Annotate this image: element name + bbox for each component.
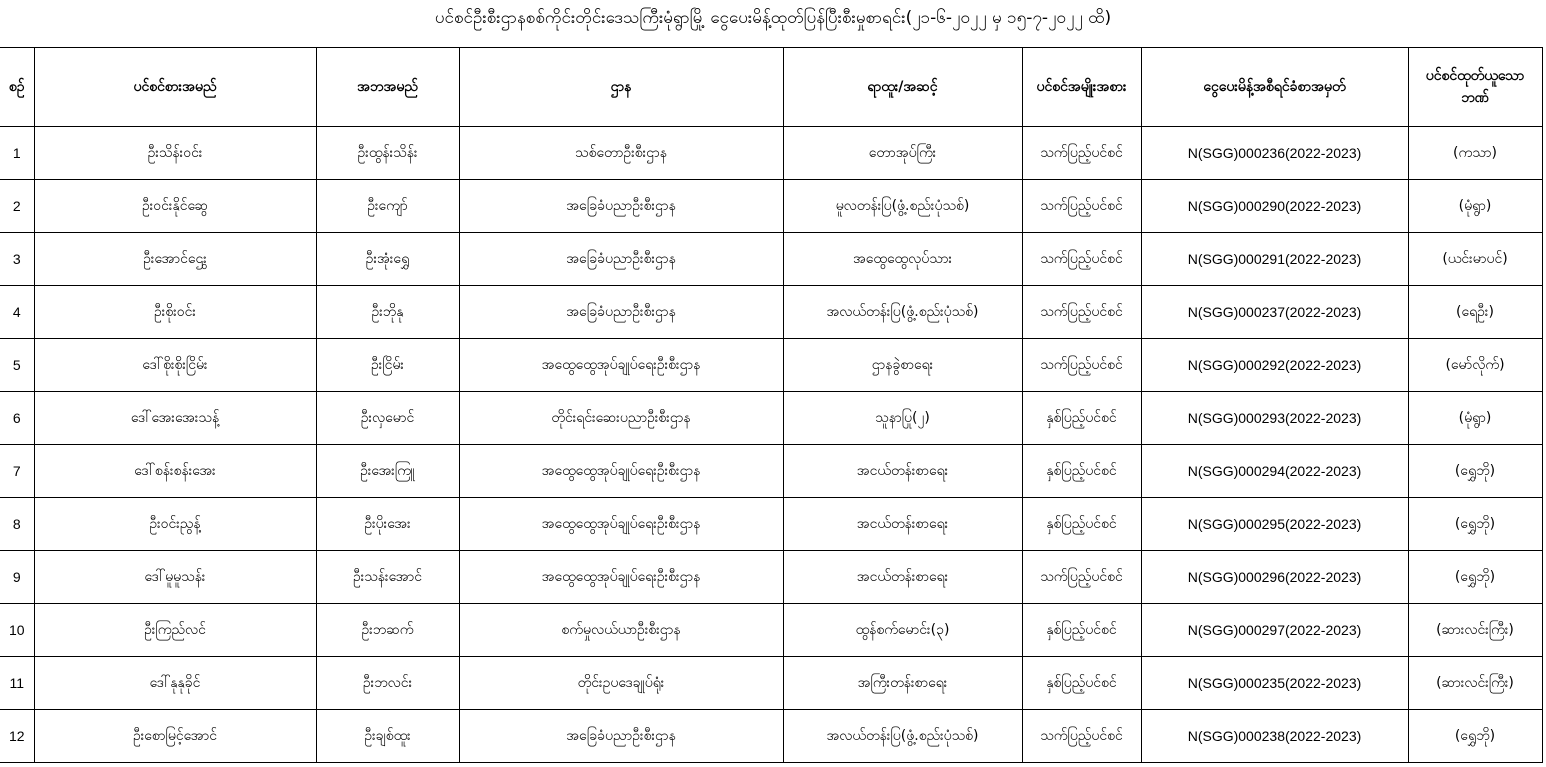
rank-cell: အငယ်တန်းစာရေး [783,551,1022,604]
rank-cell: ထွန်စက်မောင်း(၃) [783,604,1022,657]
department-cell: အထွေထွေအုပ်ချုပ်ရေးဦးစီးဌာန [459,445,783,498]
serial-cell: 9 [0,551,34,604]
father-name-cell: ဦးပိုးအေး [316,498,459,551]
department-cell: အထွေထွေအုပ်ချုပ်ရေးဦးစီးဌာန [459,339,783,392]
pensioner-name-cell: ဒေါ်စိုးစိုးငြိမ်း [34,339,316,392]
rank-cell: အထွေထွေလုပ်သား [783,233,1022,286]
pensioner-name-cell: ဒေါ်စန်းစန်းအေး [34,445,316,498]
department-cell: အထွေထွေအုပ်ချုပ်ရေးဦးစီးဌာန [459,551,783,604]
pension-type-cell: သက်ပြည့်ပင်စင် [1022,286,1141,339]
pension-type-cell: နှစ်ပြည့်ပင်စင် [1022,604,1141,657]
bank-cell: (ရေဦး) [1408,286,1542,339]
pensioner-name-cell: ဒေါ်မူမူသန်း [34,551,316,604]
department-cell: သစ်တောဦးစီးဌာန [459,127,783,180]
department-cell: အခြေခံပညာဦးစီးဌာန [459,286,783,339]
serial-cell: 1 [0,127,34,180]
table-row [0,498,1542,551]
table-row [0,551,1542,604]
rank-cell: အငယ်တန်းစာရေး [783,445,1022,498]
column-header-rank: ရာထူး/အဆင့် [783,48,1022,127]
column-header-serial: စဉ် [0,48,34,127]
pension-type-cell: သက်ပြည့်ပင်စင် [1022,180,1141,233]
rank-cell: အလယ်တန်းပြ(ဖွံ့.စည်းပုံသစ်) [783,710,1022,763]
department-cell: အထွေထွေအုပ်ချုပ်ရေးဦးစီးဌာန [459,498,783,551]
report-number-cell: N(SGG)000236(2022-2023) [1141,127,1408,180]
department-cell: တိုင်းဥပဒေချုပ်ရုံး [459,657,783,710]
report-number-cell: N(SGG)000296(2022-2023) [1141,551,1408,604]
pension-type-cell: နှစ်ပြည့်ပင်စင် [1022,392,1141,445]
father-name-cell: ဦးငြိမ်း [316,339,459,392]
column-header-bank: ပင်စင်ထုတ်ယူသောဘဏ် [1408,48,1542,127]
report-number-cell: N(SGG)000295(2022-2023) [1141,498,1408,551]
serial-cell: 2 [0,180,34,233]
pension-type-cell: သက်ပြည့်ပင်စင် [1022,127,1141,180]
pension-type-cell: နှစ်ပြည့်ပင်စင် [1022,498,1141,551]
serial-cell: 3 [0,233,34,286]
serial-cell: 12 [0,710,34,763]
pensioner-name-cell: ဦးဝင်းနိုင်ဆွေ [34,180,316,233]
bank-cell: (ဆားလင်းကြီး) [1408,604,1542,657]
table-row [0,604,1542,657]
serial-cell: 11 [0,657,34,710]
table-row [0,286,1542,339]
father-name-cell: ဦးသန်းအောင် [316,551,459,604]
department-cell: အခြေခံပညာဦးစီးဌာန [459,233,783,286]
serial-cell: 5 [0,339,34,392]
column-header-department: ဌာန [459,48,783,127]
column-header-pension-type: ပင်စင်အမျိုးအစား [1022,48,1141,127]
pension-type-cell: သက်ပြည့်ပင်စင် [1022,339,1141,392]
table-row [0,445,1542,498]
bank-cell: (မုံရွာ) [1408,392,1542,445]
table-body [0,127,1542,763]
pensioner-name-cell: ဦးဝင်းညွန့် [34,498,316,551]
father-name-cell: ဦးကျော် [316,180,459,233]
serial-cell: 7 [0,445,34,498]
pension-type-cell: သက်ပြည့်ပင်စင် [1022,710,1141,763]
father-name-cell: ဦးထွန်းသိန်း [316,127,459,180]
pension-type-cell: သက်ပြည့်ပင်စင် [1022,233,1141,286]
report-number-cell: N(SGG)000292(2022-2023) [1141,339,1408,392]
report-number-cell: N(SGG)000238(2022-2023) [1141,710,1408,763]
pensioner-name-cell: ဒေါ်နုနုခိုင် [34,657,316,710]
pension-table [0,47,1543,763]
pensioner-name-cell: ဦးသိန်းဝင်း [34,127,316,180]
bank-cell: (ကသာ) [1408,127,1542,180]
page-title: ပင်စင်ဦးစီးဌာနစစ်ကိုင်းတိုင်းဒေသကြီးမုံရွာမြို့ ငွေပေးမိန့်ထုတ်ပြန်ပြီးစီးမှုစာရင်း(၂၁-၆-၂၀၂၂ မှ ၁၅-၇-၂၀၂၂ ထိ) [434,8,1112,28]
table-row [0,180,1542,233]
table-row [0,233,1542,286]
father-name-cell: ဦးလှမောင် [316,392,459,445]
department-cell: စက်မှုလယ်ယာဦးစီးဌာန [459,604,783,657]
bank-cell: (မုံရွာ) [1408,180,1542,233]
father-name-cell: ဦးဘဆက် [316,604,459,657]
pensioner-name-cell: ဦးစောမြင့်အောင် [34,710,316,763]
rank-cell: အလယ်တန်းပြ(ဖွံ့.စည်းပုံသစ်) [783,286,1022,339]
serial-cell: 10 [0,604,34,657]
father-name-cell: ဦးအေးကြူ [316,445,459,498]
bank-cell: (ရွှေဘို) [1408,551,1542,604]
father-name-cell: ဦးဘလင်း [316,657,459,710]
father-name-cell: ဦးဘိုနု [316,286,459,339]
rank-cell: မူလတန်းပြ(ဖွံ့.စည်းပုံသစ်) [783,180,1022,233]
column-header-pensioner-name: ပင်စင်စားအမည် [34,48,316,127]
department-cell: တိုင်းရင်းဆေးပညာဦးစီးဌာန [459,392,783,445]
table-row [0,657,1542,710]
bank-cell: (ရွှေဘို) [1408,710,1542,763]
father-name-cell: ဦးချစ်ထူး [316,710,459,763]
rank-cell: အငယ်တန်းစာရေး [783,498,1022,551]
pensioner-name-cell: ဦးစိုးဝင်း [34,286,316,339]
pensioner-name-cell: ဒေါ်အေးအေးသန့် [34,392,316,445]
serial-cell: 8 [0,498,34,551]
bank-cell: (ရွှေဘို) [1408,498,1542,551]
column-header-report-number: ငွေပေးမိန့်အစီရင်ခံစာအမှတ် [1141,48,1408,127]
report-number-cell: N(SGG)000297(2022-2023) [1141,604,1408,657]
report-number-cell: N(SGG)000291(2022-2023) [1141,233,1408,286]
rank-cell: ဌာနခွဲစာရေး [783,339,1022,392]
pensioner-name-cell: ဦးကြည်လင် [34,604,316,657]
rank-cell: သူနာပြု(၂) [783,392,1022,445]
table-row [0,710,1542,763]
bank-cell: (ယင်းမာပင်) [1408,233,1542,286]
pension-type-cell: နှစ်ပြည့်ပင်စင် [1022,657,1141,710]
table-row [0,127,1542,180]
column-header-father-name: အဘအမည် [316,48,459,127]
father-name-cell: ဦးအုံးရွှေ [316,233,459,286]
bank-cell: (မော်လိုက်) [1408,339,1542,392]
rank-cell: တောအုပ်ကြီး [783,127,1022,180]
serial-cell: 6 [0,392,34,445]
rank-cell: အကြီးတန်းစာရေး [783,657,1022,710]
report-number-cell: N(SGG)000235(2022-2023) [1141,657,1408,710]
report-number-cell: N(SGG)000290(2022-2023) [1141,180,1408,233]
table-row [0,339,1542,392]
bank-cell: (ရွှေဘို) [1408,445,1542,498]
header-row [0,48,1542,127]
pension-type-cell: သက်ပြည့်ပင်စင် [1022,551,1141,604]
report-number-cell: N(SGG)000293(2022-2023) [1141,392,1408,445]
pensioner-name-cell: ဦးအောင်ဌွေး [34,233,316,286]
department-cell: အခြေခံပညာဦးစီးဌာန [459,710,783,763]
bank-cell: (ဆားလင်းကြီး) [1408,657,1542,710]
report-number-cell: N(SGG)000294(2022-2023) [1141,445,1408,498]
department-cell: အခြေခံပညာဦးစီးဌာန [459,180,783,233]
table-row [0,392,1542,445]
report-number-cell: N(SGG)000237(2022-2023) [1141,286,1408,339]
pension-type-cell: နှစ်ပြည့်ပင်စင် [1022,445,1141,498]
serial-cell: 4 [0,286,34,339]
